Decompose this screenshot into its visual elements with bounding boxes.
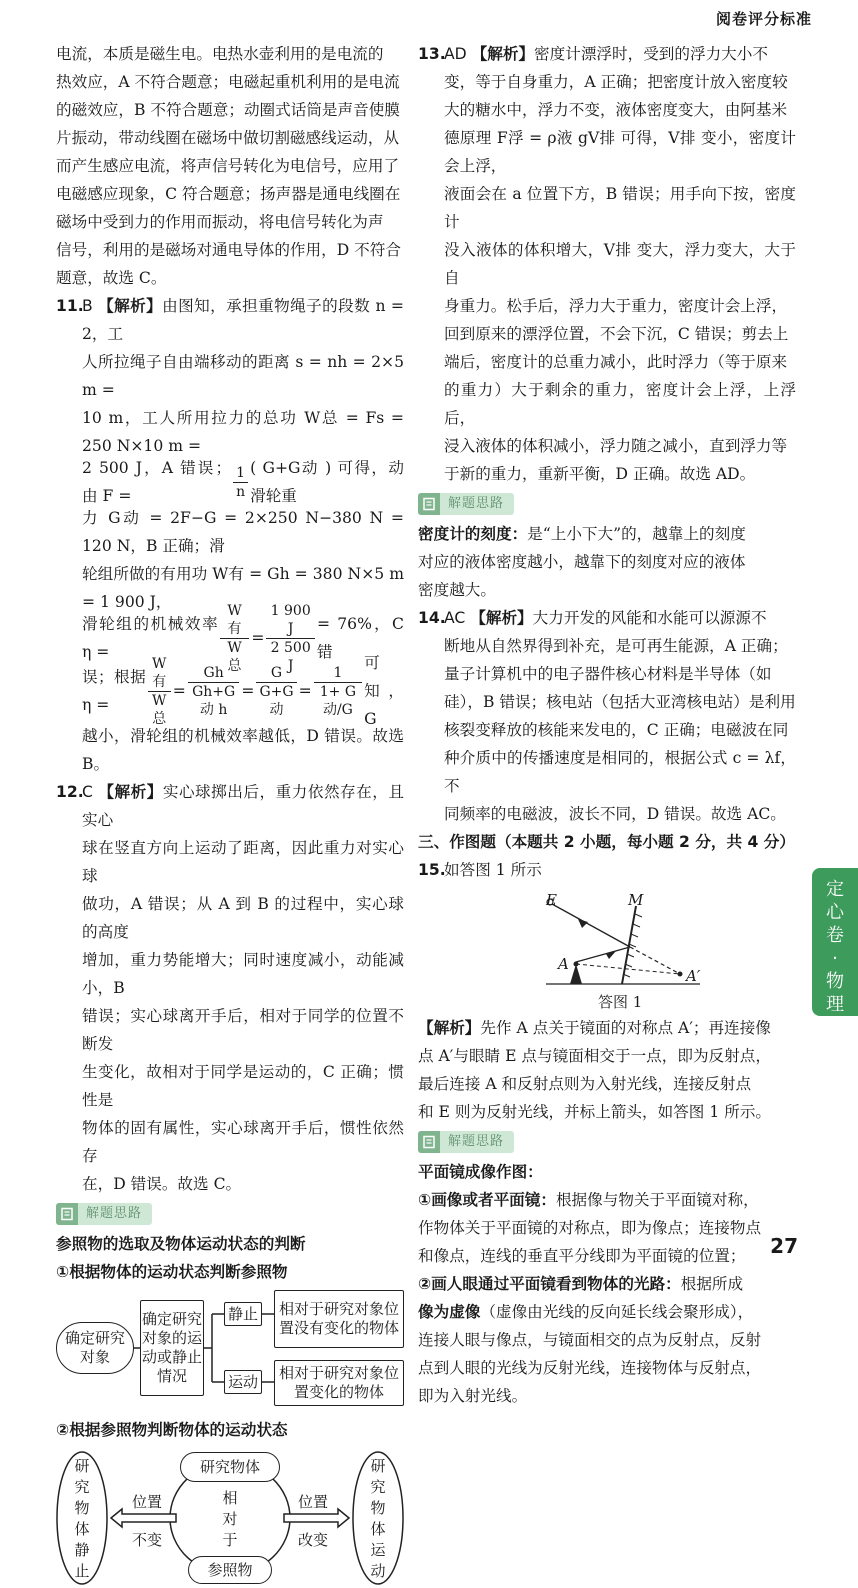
right-arrow-top-label: 位置	[297, 1493, 328, 1511]
text-line: 核裂变释放的核能来发电的，C 正确；电磁波在同	[444, 721, 789, 739]
text-line: 越小，滑轮组的机械效率越低，D 错误。故选 B。	[82, 727, 404, 773]
side-tab-char: 卷	[826, 925, 844, 947]
fraction-numerator: W有	[148, 655, 171, 692]
text-line: 液面会在 a 位置下方，B 错误；用手向下按，密度计	[444, 185, 796, 231]
side-tab	[812, 868, 858, 1016]
side-tab-char: 心	[826, 902, 844, 924]
fraction	[148, 655, 171, 728]
answer-letter: C	[82, 783, 93, 801]
equation-line	[82, 460, 404, 504]
text-line: 密度越大。	[418, 581, 496, 599]
fraction	[256, 664, 296, 719]
text-line: 大力开发的风能和水能可以源源不	[532, 609, 767, 627]
right-column	[418, 40, 796, 1410]
text-line: 实心球掷出后，重力依然存在，且实心	[82, 783, 404, 829]
q12-block	[56, 778, 404, 1198]
ref-title: 参照物的选取及物体运动状态的判断	[56, 1235, 306, 1253]
text-line: 力 G动 = 2F−G = 2×250 N−380 N = 120 N，B 正确；滑	[82, 509, 404, 555]
fraction-denominator: n	[236, 483, 246, 500]
analysis-tag: 【解析】	[98, 297, 163, 315]
text-line: 作物体关于平面镜的对称点，即为像点；连接物点	[418, 1219, 762, 1237]
fraction-denominator: W总	[152, 692, 167, 727]
text-line: 而产生感应电流，将声信号转化为电信号，应用了	[56, 157, 400, 175]
question-number: 15.	[418, 861, 446, 879]
header-title: 阅卷评分标准	[715, 10, 812, 28]
fraction-denominator: W总	[227, 639, 242, 674]
right-arrow-bottom-label: 改变	[297, 1531, 328, 1549]
text-segment: 可知，G	[364, 654, 405, 728]
question-number: 12.	[56, 783, 84, 801]
tips-badge	[56, 1203, 152, 1225]
notebook-icon	[56, 1203, 78, 1225]
text-segment: 2 500 J，A 错误；由 F =	[82, 459, 232, 505]
middle-node-label: 确定研究对象的运动或静止情况	[141, 1310, 202, 1385]
text-segment: 根据所成	[680, 1275, 744, 1293]
fraction	[188, 664, 240, 719]
text-line: 信号，利用的是磁场对通电导体的作用，D 不符合	[56, 241, 401, 259]
equals-sign: =	[251, 629, 265, 647]
q13-block	[418, 40, 796, 488]
text-line: 变，等于自身重力，A 正确；把密度计放入密度较	[444, 73, 788, 91]
side-tab-char: 定	[826, 879, 844, 900]
text-line: 物体的固有属性，实心球离开手后，惯性依然存	[82, 1119, 404, 1165]
middle-node	[140, 1300, 204, 1396]
right-ellipse-label: 研究物体运动	[370, 1457, 386, 1580]
text-line: 增加，重力势能增大；同时速度减小，动能减小，B	[82, 951, 404, 997]
fraction-denominator: G+G动	[259, 683, 294, 718]
text-line: 同频率的电磁波，波长不同，D 错误。故选 AC。	[444, 805, 786, 823]
fraction-numerator: 1 900 J	[266, 602, 315, 639]
fraction-denominator: 1+ G动/G	[319, 683, 357, 718]
text-line: 热效应，A 不符合题意；电磁起重机利用的是电流	[56, 73, 400, 91]
density-tip-title: 密度计的刻度：	[418, 525, 528, 543]
text-line: 身重力。松手后，浮力大于重力，密度计会上浮，	[444, 297, 788, 315]
q15-text: 如答图 1 所示	[444, 861, 542, 879]
text-line: 密度计漂浮时，受到的浮力大小不	[534, 45, 768, 63]
text-segment: = 76%，C 错	[316, 615, 404, 661]
page-number: 27	[770, 1234, 798, 1258]
text-line: 连接人眼与像点，与镜面相交的点为反射点，反射	[418, 1331, 762, 1349]
question-number: 13.	[418, 45, 446, 63]
moving-node	[224, 1370, 262, 1394]
text-line: 端后，密度计的总重力减小，此时浮力（等于原来	[444, 353, 788, 371]
still-desc-node	[274, 1290, 404, 1348]
text-line: 点到人眼的光线为反射光线，连接物体与反射点，	[418, 1359, 762, 1377]
tips-badge	[418, 1131, 514, 1153]
fraction-numerator: 1	[314, 664, 363, 683]
text-line: 量子计算机中的电子器件核心材料是半导体（如	[444, 665, 772, 683]
text-line: 断地从自然界得到补充，是可再生能源，A 正确；	[444, 637, 788, 655]
tips-label: 解题思路	[448, 1134, 505, 1149]
left-arrow-top-label: 位置	[131, 1493, 162, 1511]
side-tab-char: ·	[832, 948, 838, 970]
top-ellipse-label: 研究物体	[199, 1457, 260, 1476]
reference-flow-diagram	[56, 1290, 404, 1410]
text-line: 和 E 则为反射光线，并标上箭头，如答图 1 所示。	[418, 1103, 772, 1121]
analysis-tag: 【解析】	[470, 609, 533, 627]
moving-desc-node	[274, 1360, 404, 1406]
text-line: 10 m，工人所用拉力的总功 W总 = Fs = 250 N×10 m =	[82, 409, 404, 455]
density-tip	[418, 520, 796, 604]
analysis-tag: 【解析】	[471, 45, 535, 63]
left-column	[56, 40, 404, 1588]
mirror-tip-2-emphasis: 像为虚像	[418, 1303, 481, 1321]
text-line: 没入液体的体积增大，V排 变大，浮力变大，大于自	[444, 241, 796, 287]
text-line: 电磁感应现象，C 符合题意；扬声器是通电线圈在	[56, 185, 401, 203]
text-line: 德原理 F浮 = ρ液 gV排 可得，V排 变小，密度计会上浮，	[444, 129, 796, 175]
text-line: 大的糖水中，浮力不变，液体密度变大，由阿基米	[444, 101, 788, 119]
text-line: 电流，本质是磁生电。电热水壶利用的是电流的	[56, 45, 384, 63]
answer-letter: AD	[444, 45, 467, 63]
tips-label: 解题思路	[448, 496, 505, 511]
text-line: 球在竖直方向上运动了距离，因此重力对实心球	[82, 839, 404, 885]
fraction-numerator: Gh	[188, 664, 240, 683]
center-label: 相对于	[222, 1489, 238, 1549]
text-line: 点 A′与眼睛 E 点与镜面相交于一点，即为反射点，	[418, 1047, 771, 1065]
text-line: 磁场中受到力的作用而振动，将电信号转化为声	[56, 213, 384, 231]
text-line: 的磁效应，B 不符合题意；动圈式话筒是声音使膜	[56, 101, 400, 119]
question-number: 14.	[418, 609, 446, 627]
text-segment: 滑轮组的机械效率 η =	[82, 615, 218, 661]
text-line: 在，D 错误。故选 C。	[82, 1175, 242, 1193]
text-line: 先作 A 点关于镜面的对称点 A′；再连接像	[480, 1019, 771, 1037]
label-a: A	[558, 955, 569, 973]
notebook-icon	[418, 493, 440, 515]
text-line: 浸入液体的体积减小，浮力随之减小，直到浮力等	[444, 437, 788, 455]
notebook-icon	[418, 1131, 440, 1153]
fraction-numerator: G	[256, 664, 296, 683]
answer-letter: B	[82, 297, 93, 315]
q11-block	[56, 292, 404, 778]
text-line: 轮组所做的有用功 W有 = Gh = 380 N×5 m = 1 900 J，	[82, 565, 404, 611]
text-line: 对应的液体密度越小，越靠下的刻度对应的液体	[418, 553, 746, 571]
equation-line: 误；根据 η = $\frac{\text{W有}}{\text{W总}}$ = $\frac{Gh}{\text{Gh+G动 h}}$ = $\frac{G}{\text{G+G动}}$ = $\frac{1}{\text{1+ G动/G}}$ 可知，G	[82, 660, 404, 722]
left-arrow-bottom-label: 不变	[131, 1531, 162, 1549]
text-line: 回到原来的漂浮位置，不会下沉，C 错误；剪去上	[444, 325, 789, 343]
root-node-label: 确定研究对象	[65, 1329, 126, 1366]
motion-state-diagram	[56, 1448, 404, 1588]
fraction-denominator: 2 500 J	[270, 639, 311, 674]
text-line: 和像点，连线的垂直平分线即为平面镜的位置；	[418, 1247, 746, 1265]
fraction-numerator: W有	[220, 602, 250, 639]
ref-subtitle-2: ②根据参照物判断物体的运动状态	[56, 1421, 288, 1439]
q15-analysis	[418, 1014, 796, 1126]
fraction	[233, 464, 248, 501]
bottom-ellipse-label: 参照物	[207, 1560, 253, 1579]
mirror-tip-1-title: ①画像或者平面镜：	[418, 1191, 556, 1209]
text-line: 于新的重力，重新平衡，D 正确。故选 AD。	[444, 465, 756, 483]
text-line: （虚像由光线的反向延长线会聚形成），	[480, 1303, 754, 1321]
mirror-tip-2	[418, 1270, 796, 1410]
still-desc-label: 相对于研究对象位置没有变化的物体	[278, 1300, 399, 1337]
text-line: 是“上小下大”的，越靠上的刻度	[527, 525, 746, 543]
tips-label: 解题思路	[86, 1206, 143, 1221]
text-line: 种介质中的传播速度是相同的，根据公式 c = λf，不	[444, 749, 796, 795]
text-line: 硅），B 错误；核电站（包括大亚湾核电站）是利用	[444, 693, 796, 711]
tips-badge	[418, 493, 514, 515]
text-line: 人所拉绳子自由端移动的距离 s = nh = 2×5 m =	[82, 353, 404, 399]
side-tab-char: 物	[826, 971, 844, 993]
analysis-tag: 【解析】	[418, 1019, 481, 1037]
side-tab-char: 理	[826, 994, 844, 1016]
mirror-tip-2-title: ②画人眼通过平面镜看到物体的光路：	[418, 1275, 681, 1293]
moving-desc-label: 相对于研究对象位置变化的物体	[278, 1364, 399, 1401]
q10-continuation	[56, 40, 404, 292]
text-line: 最后连接 A 和反射点则为入射光线，连接反射点	[418, 1075, 752, 1093]
text-line: 生变化，故相对于同学是运动的，C 正确；惯性是	[82, 1063, 404, 1109]
text-line: 题意，故选 C。	[56, 269, 167, 287]
mirror-reflection-figure	[418, 884, 796, 1014]
text-segment: 误；根据 η =	[82, 668, 146, 714]
section-title: 三、作图题（本题共 2 小题，每小题 2 分，共 4 分）	[418, 833, 795, 851]
fraction-numerator: 1	[233, 464, 248, 483]
label-m: M	[628, 891, 644, 909]
top-ellipse	[180, 1452, 280, 1482]
text-line: 错误；实心球离开手后，相对于同学的位置不断发	[82, 1007, 404, 1053]
question-number: 11.	[56, 297, 84, 315]
ref-subtitle-1: ①根据物体的运动状态判断参照物	[56, 1263, 288, 1281]
text-line: 即为入射光线。	[418, 1387, 528, 1405]
text-line: 的重力）大于剩余的重力，密度计会上浮，上浮后，	[444, 381, 796, 427]
analysis-tag: 【解析】	[98, 783, 163, 801]
label-e: E	[546, 891, 557, 909]
moving-label: 运动	[227, 1372, 258, 1391]
text-segment: ( G+G动 ) 可得，动滑轮重	[250, 459, 404, 505]
root-node	[56, 1322, 134, 1374]
text-line: 片振动，带动线圈在磁场中做切割磁感线运动，从	[56, 129, 400, 147]
mirror-tip-1	[418, 1186, 796, 1270]
text-line: 由图知，承担重物绳子的段数 n = 2，工	[82, 297, 404, 343]
label-a-prime: A′	[686, 967, 701, 985]
q14-block	[418, 604, 796, 828]
answer-letter: AC	[444, 609, 466, 627]
fraction	[314, 664, 363, 719]
text-line: 做功，A 错误；从 A 到 B 的过程中，实心球的高度	[82, 895, 404, 941]
left-ellipse-label: 研究物体静止	[74, 1457, 90, 1580]
figure-caption: 答图 1	[598, 993, 643, 1011]
still-label: 静止	[227, 1304, 258, 1323]
fraction-denominator: Gh+G动 h	[192, 683, 236, 718]
bottom-ellipse	[188, 1556, 272, 1584]
text-line: 根据像与物关于平面镜对称，	[555, 1191, 759, 1209]
still-node	[224, 1302, 262, 1326]
mirror-tip-title: 平面镜成像作图：	[418, 1163, 543, 1181]
